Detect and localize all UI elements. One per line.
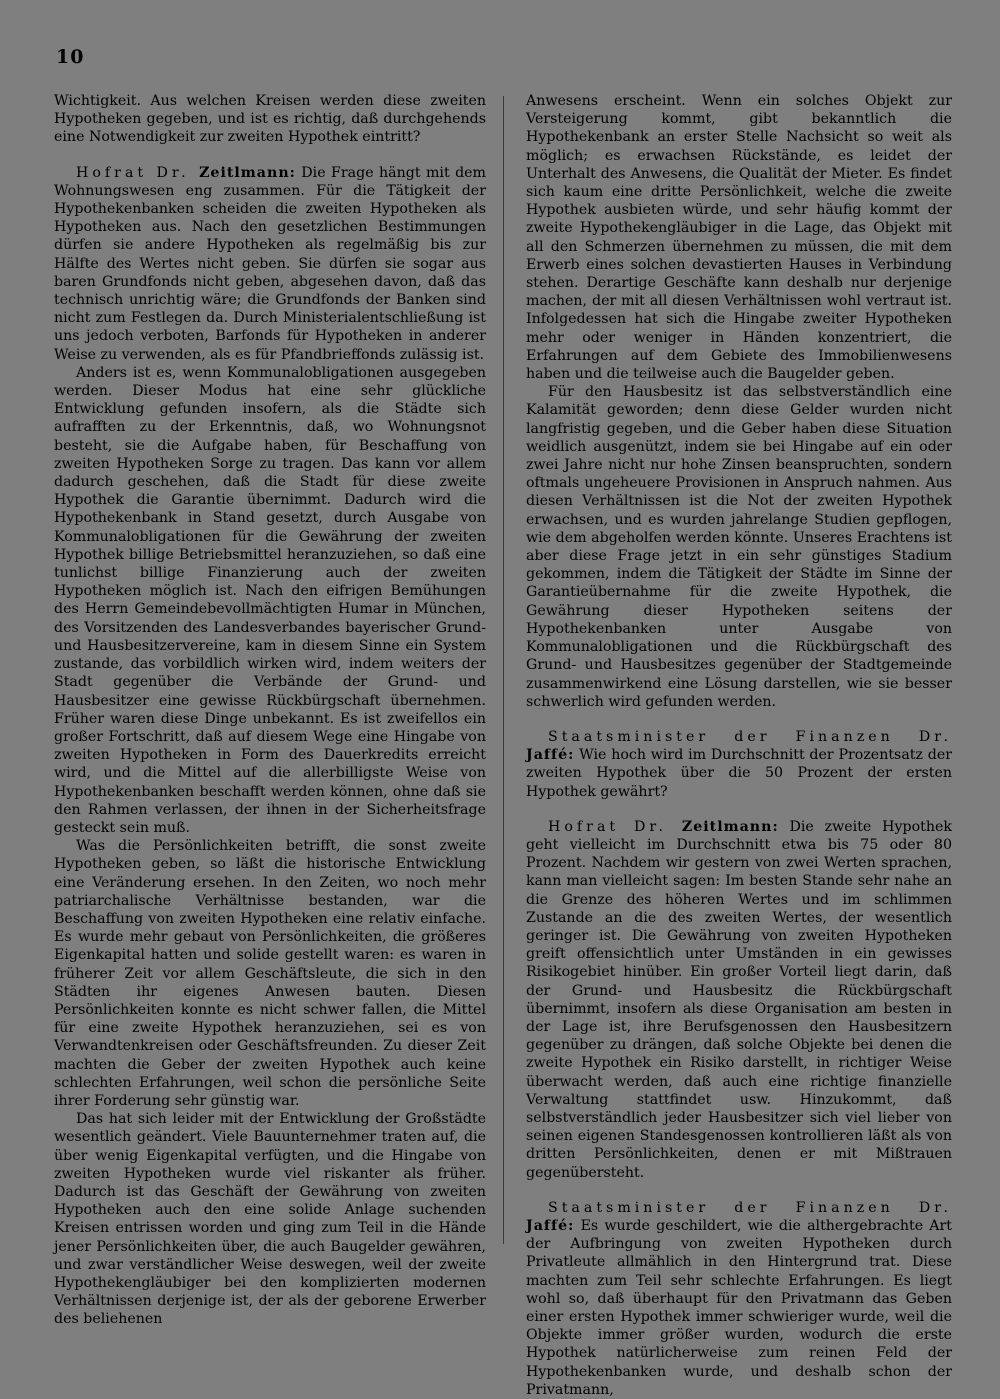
paragraph-text: Was die Persönlichkeiten betrifft, die sonst zweite Hypotheken geben, so läßt die historische Entwicklung eine Veränderung ersehen. In den Zeiten, wo noch mehr patriarchalische Verhältnisse bestanden, war die Beschaffung von zweiten Hypotheken eine relativ einfache. Es wurde mehr gebaut von Persönlichkeiten, die größeres Eigenkapital hatten und solide gestellt waren: es waren in früherer Zeit vor allem Geschäftsleute, die sich in den Städten ihr eigenes Anwesen bauten. Diesen Persönlichkeiten konnte es nicht schwer fallen, die Mittel für eine zweite Hypothek heranzuziehen, sei es von Verwandtenkreisen oder Geschäftsfreunden. Zu dieser Zeit machten die Geber der zweiten Hypothek auch keine schlechten Erfahrungen, weil schon die persönliche Seite ihrer Forderung sehr günstig war. <box>54 838 486 1109</box>
paragraph-text: Es wurde geschildert, wie die althergebrachte Art der Aufbringung von zweiten Hypotheken durch Privatleute allmählich in den Hintergrund trat. Diese machten zum Teil sehr schlechte Erfahrungen. Es liegt wohl so, daß überhaupt für den Privatmann das Geben einer ersten Hypothek immer schwieriger wurde, weil die Objekte immer größer wurden, wodurch die erste Hypothek natürlicherweise zum reinen Feld der Hypothekenbanken wurde, und deshalb schon der Privatmann, <box>526 1217 952 1398</box>
speaker-paragraph <box>54 164 486 364</box>
paragraph-text: Für den Hausbesitz ist das selbstverständlich eine Kalamität geworden; denn diese Gelder wurden nicht langfristig gegeben, und die Geber haben diese Situation weidlich ausgenützt, indem sie bei Hingabe auf ein oder zwei Jahre nicht nur hohe Zinsen beanspruchten, sondern oftmals ungeheuere Provisionen in Anspruch nahmen. Aus diesen Verhältnissen ist die Not der zweiten Hypothek erwachsen, und es wurden jahrelange Studien gepflogen, wie dem abgeholfen werden könnte. Unseres Erachtens ist aber diese Frage jetzt in ein sehr günstiges Stadium gekommen, indem die Tätigkeit der Städte im Sinne der Garantieübernahme für die zweite Hypothek, die Gewährung dieser Hypotheken seitens der Hypothekenbanken unter Ausgabe von Kommunalobligationen und die Rückbürgschaft des Grund- und Hausbesitzes gegenüber der Stadtgemeinde zusammenwirkend eine Lösung darstellen, wie sie besser schwerlich wird gefunden werden. <box>526 384 952 710</box>
speaker-title: Staatsminister der Finanzen Dr. <box>548 728 952 745</box>
paragraph <box>54 837 486 1110</box>
speaker-name: Jaffé: <box>526 1217 575 1234</box>
speaker-title: Hofrat Dr. <box>548 818 682 835</box>
left-column <box>54 92 486 1329</box>
paragraph <box>526 92 952 383</box>
paragraph <box>54 364 486 837</box>
speaker-paragraph <box>526 728 952 801</box>
speaker-name: Zeitlmann: <box>681 818 779 835</box>
speaker-paragraph <box>526 818 952 1182</box>
paragraph-text: Die Frage hängt mit dem Wohnungswesen eng zusammen. Für die Tätigkeit der Hypothekenbanken scheiden die zweiten Hypotheken als Hypotheken aus. Nach den gesetzlichen Bestimmungen dürfen sie andere Hypotheken als regelmäßig bis zur Hälfte des Wertes nicht geben. Sie dürfen sie sogar aus baren Grundfonds nicht geben, abgesehen davon, daß das technisch unrichtig wäre; die Grundfonds der Banken sind nicht zum Festlegen da. Durch Ministerialentschließung ist uns jedoch verboten, Barfonds für Hypotheken in anderer Weise zu verwenden, als es für Pfandbrieffonds zulässig ist. <box>54 164 487 363</box>
speaker-title: Hofrat Dr. <box>76 164 200 181</box>
column-divider <box>503 96 504 1244</box>
paragraph-text: Anwesens erscheint. Wenn ein solches Objekt zur Versteigerung kommt, gibt bekanntlich die Hypothekenbank an erster Stelle Nachsicht so weit als möglich; es erwachsen Rückstände, es leidet der Unterhalt des Anwesens, die Qualität der Mieter. Es findet sich kaum eine dritte Persönlichkeit, welche die zweite Hypothek ausbieten würde, und sehr häufig kommt der zweite Hypothekengläubiger in die Lage, das Objekt mit all den Schmerzen übernehmen zu müssen, die mit dem Erwerb eines solchen devastierten Hauses in Verbindung stehen. Derartige Geschäfte kann deshalb nur derjenige machen, der mit all diesen Verhältnissen wohl vertraut ist. Infolgedessen hat sich die Hingabe zweiter Hypotheken mehr oder weniger in Händen konzentriert, die Erfahrungen auf dem Gebiete des Immobilienwesens haben und die teilweise auch die Baugelder geben. <box>526 93 952 383</box>
speaker-paragraph <box>526 1199 952 1399</box>
speaker-title: Staatsminister der Finanzen Dr. <box>548 1199 952 1216</box>
page-number: 10 <box>56 46 85 68</box>
paragraph <box>54 1110 486 1328</box>
paragraph-text: Anders ist es, wenn Kommunalobligationen ausgegeben werden. Dieser Modus hat eine sehr glückliche Entwicklung gefunden insofern, als die Städte sich aufrafften zu der Erkenntnis, daß, wo Wohnungsnot besteht, sie die Aufgabe haben, für Beschaffung von zweiten Hypotheken Sorge zu tragen. Das kann vor allem dadurch geschehen, daß die Stadt für diese zweite Hypothek die Garantie übernimmt. Dadurch wird die Hypothekenbank in Stand gesetzt, durch Ausgabe von Kommunalobligationen für die Gewährung der zweiten Hypothek billige Betriebsmittel heranzuziehen, so daß eine tunlichst billige Finanzierung auch der zweiten Hypotheken möglich ist. Nach den eifrigen Bemühungen des Herrn Gemeindebevollmächtigten Humar in München, des Vorsitzenden des Landesverbandes bayerischer Grund- und Hausbesitzervereine, kam in diesem Sinne ein System zustande, das vorbildlich wirken wird, indem weiters der Stadt gegenüber die Verbände der Grund- und Hausbesitzer eine gewisse Rückbürgschaft übernehmen. Früher waren diese Dinge unbekannt. Es ist zweifellos ein großer Fortschritt, daß auf diesem Wege eine Hingabe von zweiten Hypotheken in Form des Dauerkredits erreicht wird, und die Mittel auf die allerbilligste Weise von Hypothekenbanken beschafft werden können, ohne daß sie den Rahmen verlassen, der ihnen in der Sicherheitsfrage gesteckt sein muß. <box>54 364 486 836</box>
paragraph-text: Das hat sich leider mit der Entwicklung der Großstädte wesentlich geändert. Viele Bauunternehmer traten auf, die über wenig Eigenkapital verfügten, und die Hingabe von zweiten Hypotheken wurde viel riskanter als früher. Dadurch ist das Geschäft der Gewährung von zweiten Hypotheken auch den eine solide Anlage suchenden Kreisen entrissen worden und ging zum Teil in die Hände jener Persönlichkeiten über, die auch Baugelder gewähren, und zwar verständlicher Weise deswegen, weil der zweite Hypothekengläubiger bei den komplizierten modernen Verhältnissen derjenige ist, der als der geborene Erwerber des beliehenen <box>54 1111 486 1328</box>
paragraph-text: Die zweite Hypothek geht vielleicht im Durchschnitt etwa bis 75 oder 80 Prozent. Nachdem wir gestern von zwei Werten sprachen, kann man vielleicht sagen: Im besten Stande sehr nahe an die Grenze des höheren Wertes und im schlimmen Zustande an die des zweiten Wertes, der wesentlich geringer ist. Die Gewährung von zweiten Hypotheken greift offensichtlich unter Umständen in ein gewisses Risikogebiet hinüber. Ein großer Vorteil liegt darin, daß der Grund- und Hausbesitz die Rückbürgschaft übernimmt, insofern als diese Organisation am besten in der Lage ist, ihre Berufsgenossen den Hausbesitzern gegenüber zu drängen, daß solche Objekte bei denen die zweite Hypothek ein Risiko darstellt, in richtiger Weise überwacht werden, daß auch eine richtige finanzielle Verwaltung stattfindet usw. Hinzukommt, daß selbstverständlich jeder Hausbesitzer sich viel lieber von seinen eigenen Standesgenossen kontrollieren läßt als von dritten Persönlichkeiten, denen er mit Mißtrauen gegenübersteht. <box>526 818 952 1181</box>
paragraph-text: Wie hoch wird im Durchschnitt der Prozentsatz der zweiten Hypothek über die 50 Prozent der ersten Hypothek gewährt? <box>526 747 952 800</box>
speaker-name: Zeitlmann: <box>199 164 296 181</box>
speaker-name: Jaffé: <box>526 747 575 764</box>
paragraph <box>54 92 486 147</box>
paragraph-text: Wichtigkeit. Aus welchen Kreisen werden diese zweiten Hypotheken gegeben, und ist es richtig, daß durchgehends eine Notwendigkeit zur zweiten Hypothek eintritt? <box>54 93 486 146</box>
paragraph <box>526 383 952 711</box>
right-column <box>526 92 952 1399</box>
